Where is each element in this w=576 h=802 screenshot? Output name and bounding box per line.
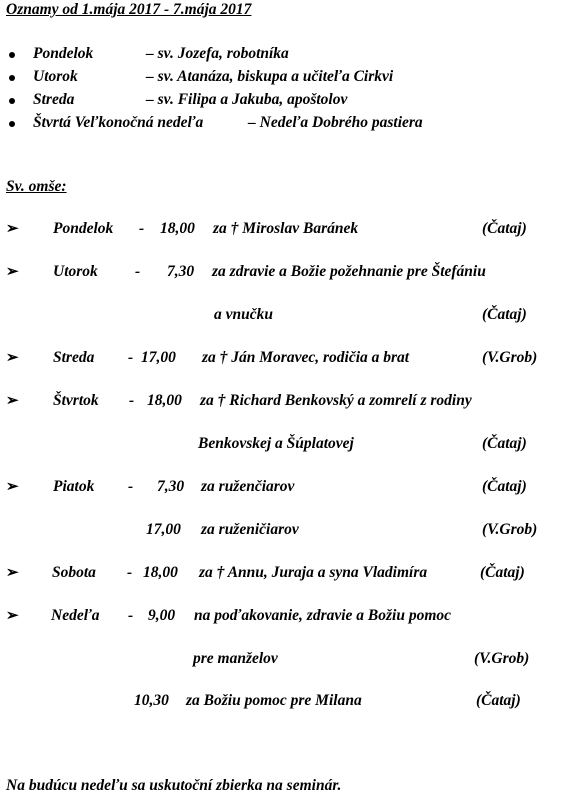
mass-dash: - [127, 564, 133, 581]
feast-desc: – sv. Filipa a Jakuba, apoštolov [146, 91, 348, 108]
mass-day: Sobota [52, 564, 96, 581]
mass-intent-cont: a vnučku [214, 306, 273, 323]
mass-day: Nedeľa [51, 607, 100, 624]
mass-dash: - [135, 263, 141, 280]
mass-place: (V.Grob) [474, 650, 530, 667]
mass-place: (Čataj) [482, 478, 527, 495]
feast-day: Pondelok [33, 45, 94, 62]
feast-day: Štvrtá Veľkonočná nedeľa [33, 114, 204, 131]
mass-extra-intent: za ruženičiarov [201, 521, 299, 538]
mass-extra-place: (Čataj) [476, 692, 521, 709]
mass-intent: za † Miroslav Baránek [213, 220, 359, 237]
mass-time: 7,30 [157, 478, 185, 495]
arrow-right-icon: ➢ [6, 264, 19, 280]
mass-place: (Čataj) [482, 306, 527, 323]
arrow-right-icon: ➢ [6, 350, 19, 366]
mass-day: Piatok [53, 478, 95, 495]
mass-day: Streda [53, 349, 95, 366]
mass-day: Štvrtok [53, 392, 99, 409]
mass-day: Utorok [53, 263, 98, 280]
mass-time: 7,30 [167, 263, 195, 280]
feast-day: Streda [33, 91, 75, 108]
mass-time: 18,00 [143, 564, 178, 581]
mass-intent-cont: Benkovskej a Šúplatovej [198, 435, 354, 452]
feast-desc: – sv. Atanáza, biskupa a učiteľa Cirkvi [146, 68, 394, 85]
mass-place: (Čataj) [482, 435, 527, 452]
arrow-right-icon: ➢ [6, 565, 19, 581]
mass-time: 17,00 [141, 349, 176, 366]
feast-day: Utorok [33, 68, 78, 85]
mass-dash: - [128, 607, 134, 624]
mass-intent: za zdravie a Božie požehnanie pre Štefániu [212, 263, 486, 280]
mass-time: 18,00 [147, 392, 182, 409]
feast-desc: – Nedeľa Dobrého pastiera [248, 114, 423, 131]
mass-place: (V.Grob) [482, 349, 538, 366]
mass-place: (Čataj) [480, 564, 525, 581]
feast-desc: – sv. Jozefa, robotníka [146, 45, 289, 62]
bullet-icon [9, 52, 15, 58]
mass-intent: za † Ján Moravec, rodičia a brat [202, 349, 410, 366]
arrow-right-icon: ➢ [6, 393, 19, 409]
mass-intent: za † Richard Benkovský a zomrelí z rodiny [200, 392, 472, 409]
footer-notice: Na budúcu nedeľu sa uskutoční zbierka na seminár. [6, 777, 342, 794]
mass-dash: - [129, 392, 135, 409]
mass-time: 9,00 [148, 607, 176, 624]
mass-intent: za † Annu, Juraja a syna Vladimíra [199, 564, 428, 581]
mass-extra-place: (V.Grob) [482, 521, 538, 538]
mass-intent: za ruženčiarov [201, 478, 295, 495]
mass-day: Pondelok [53, 220, 114, 237]
masses-heading: Sv. omše: [6, 178, 67, 195]
page-title: Oznamy od 1.mája 2017 - 7.mája 2017 [6, 1, 252, 18]
arrow-right-icon: ➢ [6, 608, 19, 624]
mass-extra-intent: za Božiu pomoc pre Milana [186, 692, 362, 709]
bullet-icon [9, 75, 15, 81]
bullet-icon [9, 121, 15, 127]
mass-dash: - [128, 478, 134, 495]
arrow-right-icon: ➢ [6, 221, 19, 237]
mass-place: (Čataj) [482, 220, 527, 237]
arrow-right-icon: ➢ [6, 479, 19, 495]
mass-time: 18,00 [160, 220, 195, 237]
mass-dash: - [128, 349, 134, 366]
mass-intent: na poďakovanie, zdravie a Božiu pomoc [194, 607, 452, 624]
mass-intent-cont: pre manželov [193, 650, 278, 667]
mass-dash: - [139, 220, 145, 237]
mass-extra-time: 10,30 [134, 692, 169, 709]
bullet-icon [9, 98, 15, 104]
mass-extra-time: 17,00 [146, 521, 181, 538]
